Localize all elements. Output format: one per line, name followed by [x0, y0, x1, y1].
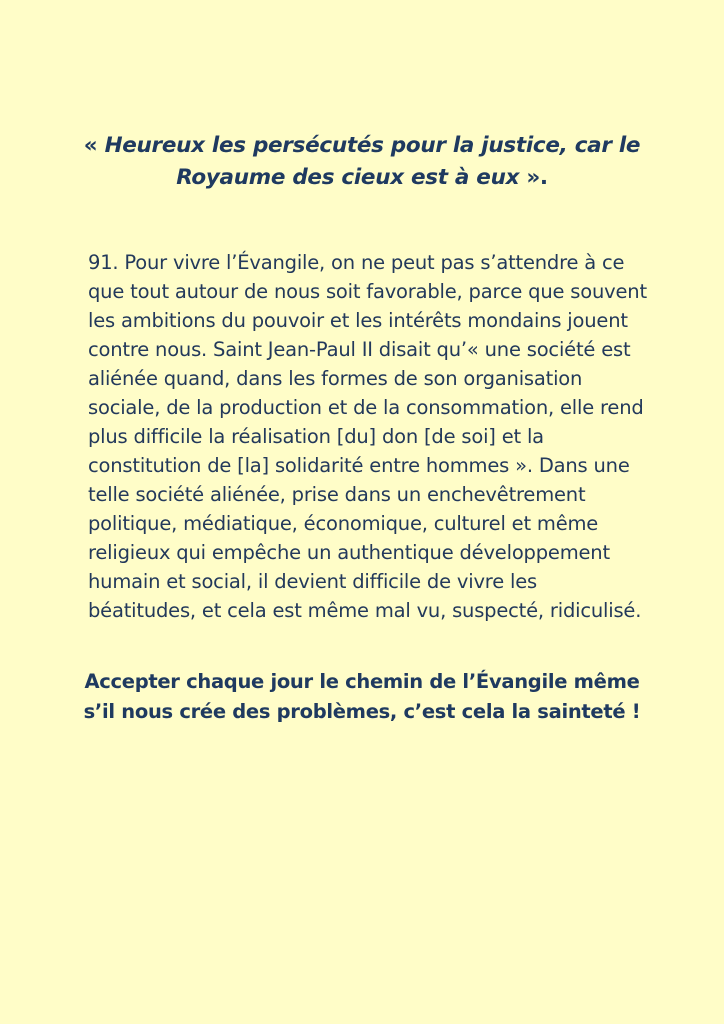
closing-statement: Accepter chaque jour le chemin de l’Évangile même s’il nous crée des problèmes, c’est cela la sainteté ! [83, 670, 641, 723]
beatitude-quote [70, 130, 654, 194]
quote-text: Heureux les persécutés pour la justice, car le Royaume des cieux est à eux [104, 133, 641, 190]
quote-close-mark: ». [519, 165, 548, 190]
quote-open-mark: « [83, 133, 105, 158]
paragraph-91: 91. Pour vivre l’Évangile, on ne peut pas s’attendre à ce que tout autour de nous soit favorable, parce que souvent les ambitions du pouvoir et les intérêts mondains jouent contre nous. Saint Jean-Paul II disait qu’« une société est aliénée quand, dans les formes de son organisation sociale, de la production et de la consommation, elle rend plus difficile la réalisation [du] don [de soi] et la constitution de [la] solidarité entre hommes ». Dans une telle société aliénée, prise dans un enchevêtrement politique, médiatique, économique, culturel et même religieux qui empêche un authentique développement humain et social, il devient difficile de vivre les béatitudes, et cela est même mal vu, suspecté, ridiculisé. [88, 251, 647, 622]
